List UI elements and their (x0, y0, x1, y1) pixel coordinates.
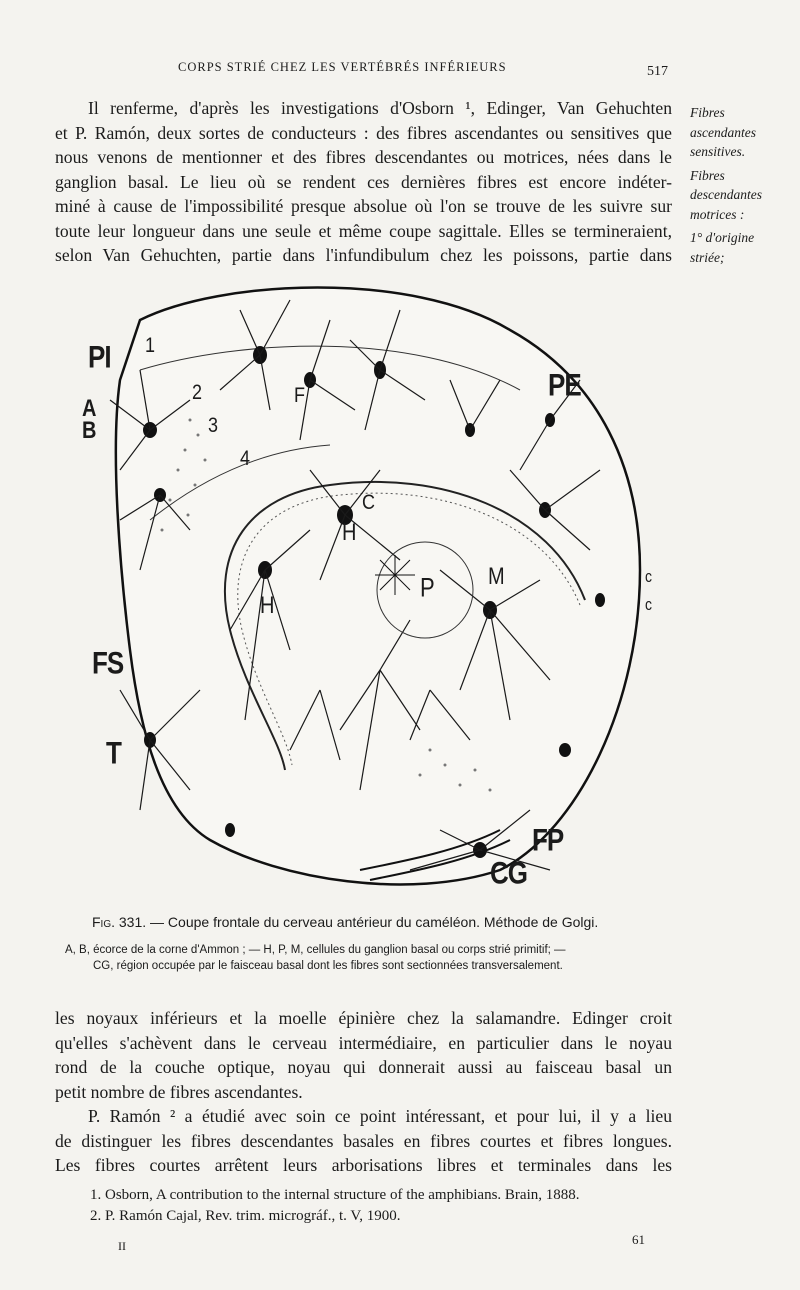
text-line: Les fibres courtes arrêtent leurs arborisations libres et terminales dans les (55, 1155, 672, 1175)
signature-mark: II (118, 1239, 126, 1253)
label-c-right-2: c (645, 594, 651, 614)
label-1: 1 (145, 332, 155, 357)
text-line: P. Ramón ² a étudié avec soin ce point intéressant, et pour lui, il y a lieu (88, 1106, 672, 1126)
text-line: les noyaux inférieurs et la moelle épinière chez la salamandre. Edinger croit (55, 1008, 672, 1028)
label-A: A (82, 395, 96, 423)
footnotes (90, 1185, 700, 1227)
margin-note: Fibres ascendantes sensitives. (690, 105, 756, 159)
label-3: 3 (208, 412, 218, 437)
text-line: ganglion basal. Le lieu où se rendent ces dernières fibres est encore indéter- (55, 171, 672, 192)
label-P: P (420, 572, 434, 603)
text-line: Il renferme, d'après les investigations d'Osborn ¹, Edinger, Van Gehuchten (88, 98, 672, 118)
label-FP: FP (532, 821, 564, 858)
margin-notes (690, 103, 790, 271)
sheet-number: 61 (632, 1232, 645, 1247)
text-line: miné à cause de l'impossibilité presque absolue où l'on se trouve de les suivre sur (55, 196, 672, 216)
text-line: rond de la couche optique, noyau qui donnerait aussi au faisceau basal un (55, 1057, 672, 1077)
brain-section-drawing (80, 270, 680, 910)
label-C: C (362, 489, 374, 514)
top-paragraph (55, 96, 672, 268)
margin-note: Fibres descendantes motrices : (690, 167, 762, 222)
label-F: F (294, 382, 304, 407)
footnote: 1. Osborn, A contribution to the internal structure of the amphibians. Brain, 1888. (90, 1187, 580, 1203)
text-line: toute leur longueur dans une seule et même coupe sagittale. Elles se termineraient, (55, 220, 672, 241)
margin-note: 1° d'origine striée; (690, 230, 755, 265)
figure-caption (92, 914, 682, 930)
label-2: 2 (192, 379, 202, 404)
label-FS: FS (92, 644, 124, 681)
label-PE: PE (548, 366, 581, 403)
label-H-upper: H (342, 519, 356, 547)
figure-number: Fig. 331. (92, 914, 147, 930)
legend-line: A, B, écorce de la corne d'Ammon ; — H, P, M, cellules du ganglion basal ou corps strié primitif; — (65, 944, 566, 956)
bottom-paragraph (55, 1006, 672, 1178)
label-T: T (106, 734, 121, 771)
text-line: nous venons de mentionner et des fibres descendantes ou motrices, nées dans le (55, 147, 672, 167)
footnote: 2. P. Ramón Cajal, Rev. trim. micrográf., t. V, 1900. (90, 1208, 401, 1224)
text-line: selon Van Gehuchten, partie dans l'infundibulum chez les poissons, partie dans (55, 245, 672, 265)
label-4: 4 (240, 445, 250, 470)
figure-title: — Coupe frontale du cerveau antérieur du caméléon. Méthode de Golgi. (150, 914, 599, 930)
running-title: CORPS STRIÉ CHEZ LES VERTÉBRÉS INFÉRIEURS (178, 60, 507, 74)
text-line: petit nombre de fibres ascendantes. (55, 1081, 303, 1102)
label-M: M (488, 563, 504, 591)
page-number: 517 (647, 64, 668, 79)
text-line: de distinguer les fibres descendantes basales en fibres courtes et fibres longues. (55, 1130, 672, 1151)
figure-legend (65, 942, 683, 974)
label-CG: CG (490, 854, 527, 891)
label-H-lower: H (260, 592, 274, 620)
label-c-right-1: c (645, 566, 651, 586)
label-PI: PI (88, 338, 111, 375)
legend-line: CG, région occupée par le faisceau basal dont les fibres sont sectionnées transversalement. (93, 960, 563, 972)
label-B: B (82, 417, 96, 445)
text-line: qu'elles s'achèvent dans le cerveau intermédiaire, en particulier dans le noyau (55, 1032, 672, 1053)
text-line: et P. Ramón, deux sortes de conducteurs : des fibres ascendantes ou sensitives que (55, 122, 672, 143)
stellate-cell-P (375, 555, 415, 595)
neuroanatomy-figure (80, 270, 680, 910)
